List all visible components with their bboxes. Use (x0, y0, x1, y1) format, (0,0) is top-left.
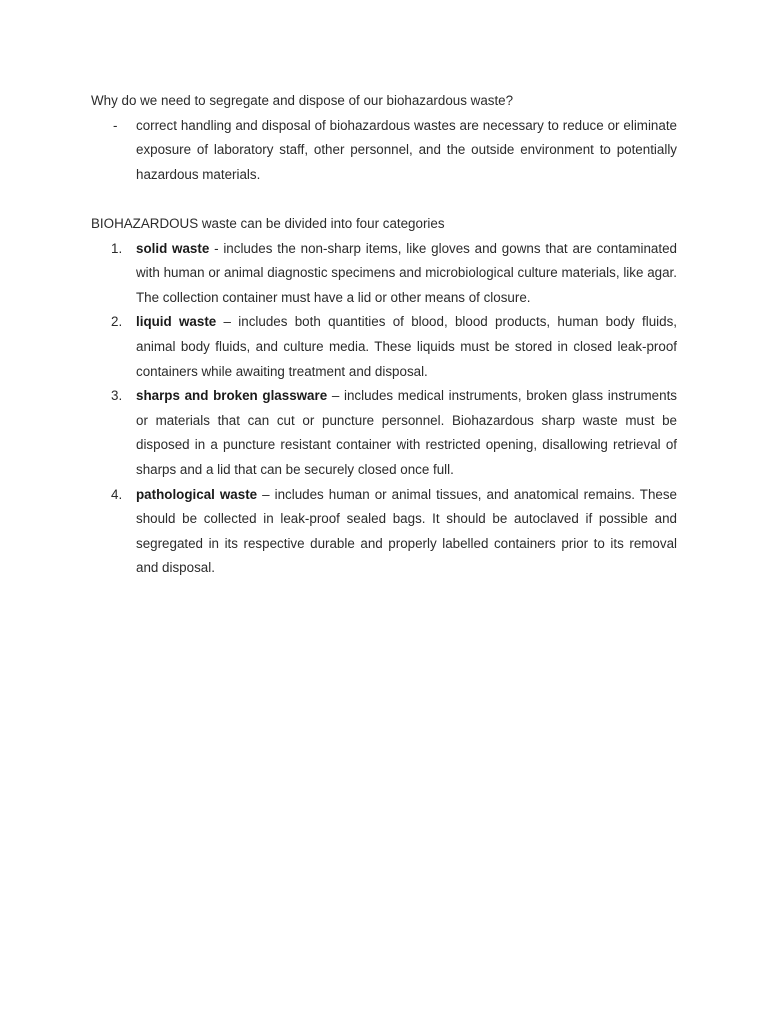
category-description: – includes both quantities of blood, blood products, human body fluids, animal body fluids, and culture media. These liquids must be stored in closed leak-proof containers while awaiting treatment and disposal. (136, 314, 678, 379)
list-number: 3. (111, 388, 123, 404)
category-description: – includes medical instruments, broken glass instruments or materials that can cut or puncture personnel. Biohazardous sharp waste must be disposed in a puncture resistant container with restricted opening, disallowing retrieval of sharps and a lid that can be securely closed once full. (136, 388, 677, 477)
category-description: - includes the non-sharp items, like gloves and gowns that are contaminated with human or animal diagnostic specimens and microbiological culture materials, like agar. The collection container must have a lid or other means of closure. (136, 240, 677, 305)
category-term: liquid waste (136, 314, 217, 330)
categories-intro: BIOHAZARDOUS waste can be divided into four categories (91, 215, 445, 231)
category-item-pathological-waste (91, 483, 677, 581)
categories-list (91, 237, 677, 581)
answer-item (91, 114, 677, 188)
category-term: sharps and broken glassware (136, 388, 328, 404)
category-item-liquid-waste (91, 310, 677, 384)
question-heading: Why do we need to segregate and dispose of our biohazardous waste? (91, 93, 514, 108)
category-description: – includes human or animal tissues, and anatomical remains. These should be collected in leak-proof sealed bags. It should be autoclaved if possible and segregated in its respective durable and properly labelled containers prior to its removal and disposal. (136, 486, 677, 576)
list-number: 1. (111, 240, 123, 256)
category-item-solid-waste (91, 237, 677, 311)
list-number: 4. (111, 486, 123, 502)
answer-text: correct handling and disposal of biohazardous wastes are necessary to reduce or eliminate exposure of laboratory staff, other personnel, and the outside environment to potentially hazardous materials. (136, 117, 677, 182)
dash-marker: - (113, 117, 118, 133)
category-item-sharps (91, 384, 677, 482)
category-term: solid waste (136, 240, 210, 256)
answer-list (91, 114, 677, 188)
list-number: 2. (111, 314, 123, 330)
document-body (91, 89, 677, 581)
category-term: pathological waste (136, 486, 258, 502)
